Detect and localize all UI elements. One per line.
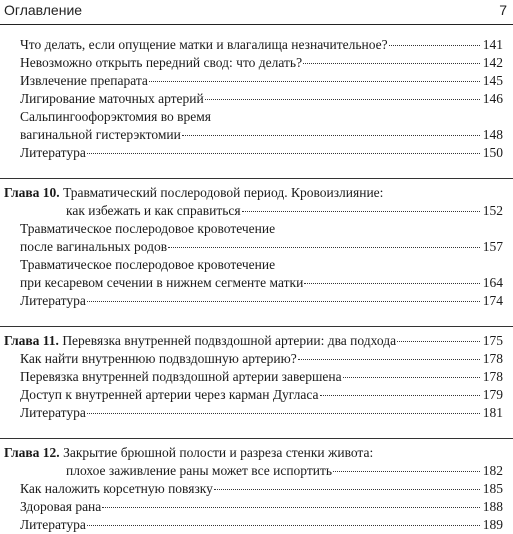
toc-page-number: 175 (482, 333, 503, 348)
toc-page-number: 142 (482, 55, 503, 70)
toc-entry-title: Литература (20, 517, 86, 532)
toc-page-number: 178 (482, 351, 503, 366)
toc-entry-title: вагинальной гистерэктомии (20, 127, 181, 142)
toc-entry-title: Как найти внутреннюю подвздошную артерию? (20, 351, 297, 366)
dot-leader (343, 377, 480, 378)
toc-line (66, 202, 503, 220)
toc-line (20, 90, 503, 108)
chapter-title: плохое заживление раны может все испортить (66, 463, 333, 478)
toc-line (66, 462, 503, 480)
toc-page-number: 157 (482, 239, 503, 254)
toc-page-number: 152 (482, 203, 503, 218)
chapter-label: Глава 11. (4, 333, 59, 348)
chapter-label: Глава 12. (4, 445, 60, 460)
toc-line (20, 292, 503, 310)
toc-line (4, 444, 503, 462)
dot-leader (242, 211, 480, 212)
chapter-label: Глава 10. (4, 185, 60, 200)
running-title: Оглавление (4, 2, 83, 18)
chapter-separator (0, 178, 513, 179)
dot-leader (303, 63, 480, 64)
toc-page-number: 182 (482, 463, 503, 478)
toc-line (20, 220, 503, 238)
dot-leader (304, 283, 480, 284)
toc-page-number: 178 (482, 369, 503, 384)
chapter-title: Травматический послеродовой период. Кровоизлияние: (63, 185, 384, 200)
chapter-title: как избежать и как справиться (66, 203, 241, 218)
toc-line (20, 54, 503, 72)
toc-line (4, 332, 503, 350)
toc-entry-title: Невозможно открыть передний свод: что делать? (20, 55, 303, 70)
toc-entry-title: при кесаревом сечении в нижнем сегменте матки (20, 275, 304, 290)
toc-line (20, 274, 503, 292)
toc-line (20, 36, 503, 54)
toc-entry-title: Литература (20, 405, 86, 420)
toc-page-number: 179 (482, 387, 503, 402)
toc-page-number: 146 (482, 91, 503, 106)
chapter-separator (0, 326, 513, 327)
toc-line (20, 126, 503, 144)
toc-entry-title: Перевязка внутренней подвздошной артерии завершена (20, 369, 342, 384)
dot-leader (333, 471, 480, 472)
toc-entry-title: Что делать, если опущение матки и влагалища незначительное? (20, 37, 388, 52)
toc-entry-title: Лигирование маточных артерий (20, 91, 204, 106)
toc-line (20, 498, 503, 516)
toc-entry-title: Сальпингоофорэктомия во время (20, 109, 211, 124)
toc-line (20, 404, 503, 422)
dot-leader (214, 489, 480, 490)
dot-leader (87, 413, 480, 414)
chapter-separator (0, 438, 513, 439)
toc-page-number: 189 (482, 517, 503, 532)
toc-line (20, 108, 503, 126)
dot-leader (320, 395, 480, 396)
toc-entry-title: Литература (20, 145, 86, 160)
dot-leader (102, 507, 480, 508)
dot-leader (87, 525, 480, 526)
toc-line (20, 72, 503, 90)
toc-page-number: 148 (482, 127, 503, 142)
dot-leader (397, 341, 480, 342)
dot-leader (298, 359, 480, 360)
toc-entry-title: Травматическое послеродовое кровотечение (20, 221, 276, 236)
toc-page-number: 188 (482, 499, 503, 514)
chapter-title: Закрытие брюшной полости и разреза стенки живота: (63, 445, 374, 460)
toc-entry-title: Здоровая рана (20, 499, 102, 514)
toc-page-number: 185 (482, 481, 503, 496)
toc-line (20, 256, 503, 274)
dot-leader (87, 301, 480, 302)
toc-page-number: 141 (482, 37, 503, 52)
dot-leader (87, 153, 480, 154)
toc-page-number: 181 (482, 405, 503, 420)
toc-page-number: 150 (482, 145, 503, 160)
toc-line (20, 350, 503, 368)
dot-leader (389, 45, 480, 46)
toc-page-number: 145 (482, 73, 503, 88)
toc-line (20, 386, 503, 404)
dot-leader (205, 99, 480, 100)
dot-leader (182, 135, 480, 136)
toc-entry-title: Извлечение препарата (20, 73, 148, 88)
toc-line (4, 184, 503, 202)
toc-entry-title: Как наложить корсетную повязку (20, 481, 213, 496)
toc-page-number: 164 (482, 275, 503, 290)
toc-line (20, 368, 503, 386)
toc-line (20, 144, 503, 162)
chapter-title: Перевязка внутренней подвздошной артерии: два подхода (62, 333, 397, 348)
toc-line (20, 238, 503, 256)
toc-page-number: 174 (482, 293, 503, 308)
toc-entry-title: Доступ к внутренней артерии через карман Дугласа (20, 387, 319, 402)
page-number: 7 (499, 2, 507, 18)
toc-entry-title: Литература (20, 293, 86, 308)
toc-entry-title: Травматическое послеродовое кровотечение (20, 257, 276, 272)
toc-line (20, 480, 503, 498)
toc-entry-title: после вагинальных родов (20, 239, 168, 254)
toc-line (20, 516, 503, 534)
dot-leader (149, 81, 480, 82)
dot-leader (168, 247, 480, 248)
